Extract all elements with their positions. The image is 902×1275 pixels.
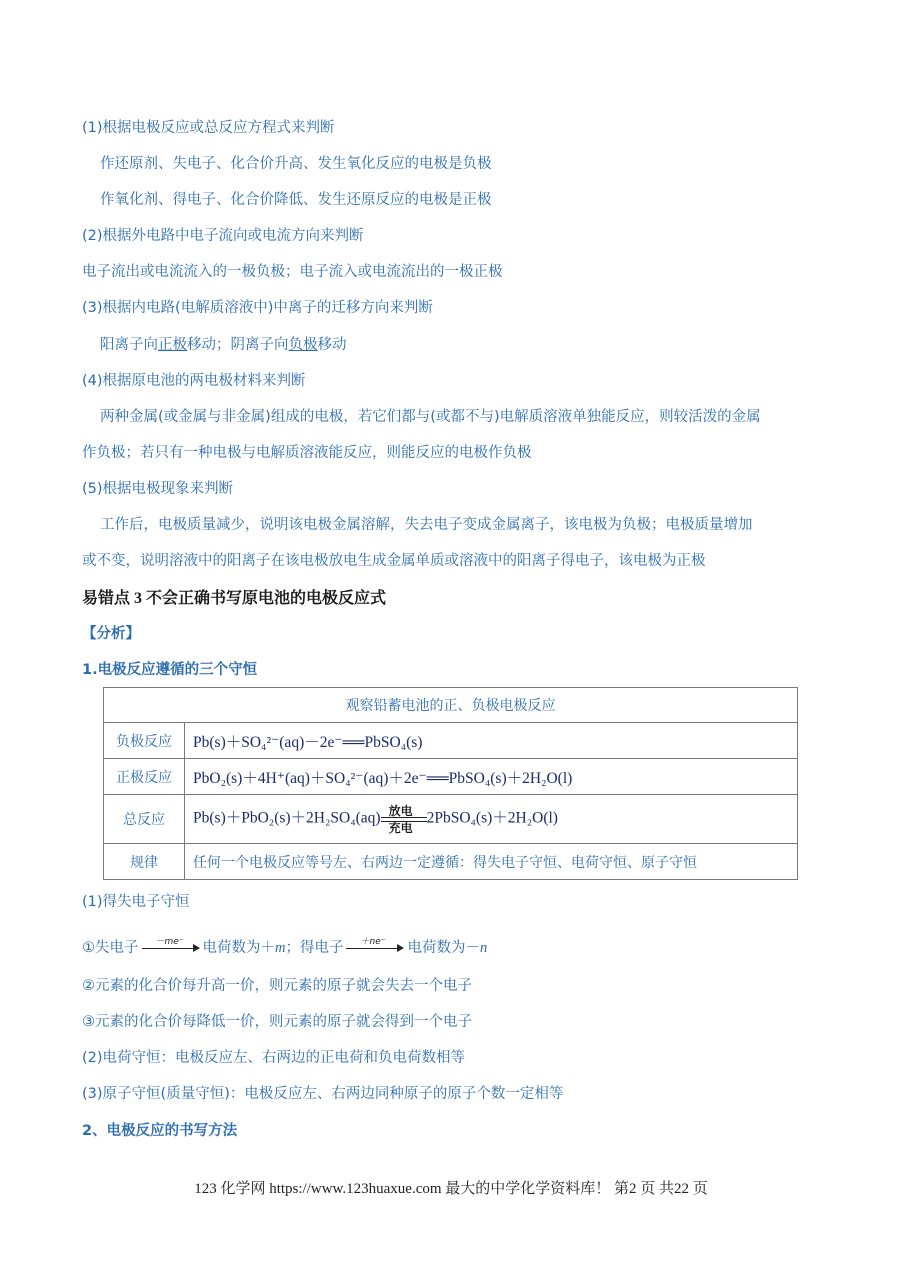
subheading-three-conservations: 1.电极反应遵循的三个守恒 [82,662,258,678]
underlined-term: 负极 [288,337,318,353]
text: 电荷数为－ [407,940,480,956]
paragraph: 或不变，说明溶液中的阳离子在该电极放电生成金属单质或溶液中的阳离子得电子，该电极为正极 [82,553,706,569]
table-header: 观察铅蓄电池的正、负极电极反应 [104,688,798,723]
page-footer: 123 化学网 https://www.123huaxue.com 最大的中学化学资料库！ 第2 页 共22 页 [194,1181,708,1197]
text: 移动；阴离子向 [187,337,289,353]
heading-electron-conservation: (1)得失电子守恒 [82,894,190,910]
text: 阳离子向 [100,337,158,353]
heading-atom-conservation: (3)原子守恒(质量守恒)：电极反应左、右两边同种原子的原子个数一定相等 [82,1086,564,1102]
equation-left: Pb(s)＋PbO₂(s)＋2H₂SO₄(aq) [193,809,381,827]
text: 电荷数为＋ [202,940,275,956]
heading-1: (1)根据电极反应或总反应方程式来判断 [82,120,335,136]
rule-text: 任何一个电极反应等号左、右两边一定遵循：得失电子守恒、电荷守恒、原子守恒 [185,844,798,880]
paragraph: ②元素的化合价每升高一价，则元素的原子就会失去一个电子 [82,978,472,994]
electron-transfer-line [82,938,487,958]
row-label: 负极反应 [104,723,185,759]
arrow-right-icon [142,937,200,955]
overall-reaction-equation [185,795,798,844]
heading-2: (2)根据外电路中电子流向或电流方向来判断 [82,228,364,244]
row-label: 正极反应 [104,759,185,795]
arrow-right-icon [346,937,404,955]
heading-3: (3)根据内电路(电解质溶液中)中离子的迁移方向来判断 [82,300,433,316]
paragraph: 电子流出或电流流入的一极负极；电子流入或电流流出的一极正极 [82,264,503,280]
paragraph: 工作后，电极质量减少，说明该电极金属溶解，失去电子变成金属离子，该电极为负极；电极质量增加 [100,517,753,533]
reversible-arrow-icon [381,802,427,836]
table-row [104,844,798,880]
heading-charge-conservation: (2)电荷守恒：电极反应左、右两边的正电荷和负电荷数相等 [82,1050,466,1066]
analysis-label: 【分析】 [82,626,140,642]
arrow-label: ＋ne⁻ [360,937,386,947]
text: 移动 [317,337,347,353]
arrow-label: －me⁻ [155,937,184,947]
paragraph: ③元素的化合价每降低一价，则元素的原子就会得到一个电子 [82,1014,472,1030]
table-header-row [104,688,798,723]
section-title: 易错点 3 不会正确书写原电池的电极反应式 [82,590,387,607]
positive-electrode-equation: PbO₂(s)＋4H⁺(aq)＋SO₄²⁻(aq)＋2e⁻══PbSO₄(s)＋2H₂O(l) [185,759,798,795]
lead-acid-battery-table [103,687,798,880]
arrow-label-discharge: 放电 [388,804,413,818]
paragraph: 作负极；若只有一种电极与电解质溶液能反应，则能反应的电极作负极 [82,445,532,461]
heading-4: (4)根据原电池的两电极材料来判断 [82,373,306,389]
negative-electrode-equation: Pb(s)＋SO₄²⁻(aq)－2e⁻══PbSO₄(s) [185,723,798,759]
paragraph: 作氧化剂、得电子、化合价降低、发生还原反应的电极是正极 [100,192,492,208]
variable-m: m [275,940,286,956]
arrow-label-charge: 充电 [388,821,413,835]
paragraph-ion-migration [100,335,347,355]
paragraph: 两种金属(或金属与非金属)组成的电极，若它们都与(或都不与)电解质溶液单独能反应，则较活泼的金属 [100,409,761,425]
text: ①失电子 [82,940,139,956]
variable-n: n [479,940,488,956]
row-label: 规律 [104,844,185,880]
equation-right: 2PbSO₄(s)＋2H₂O(l) [426,809,558,827]
table-row [104,723,798,759]
table-row [104,795,798,844]
heading-5: (5)根据电极现象来判断 [82,481,234,497]
subheading-writing-method: 2、电极反应的书写方法 [82,1123,238,1139]
row-label: 总反应 [104,795,185,844]
table-row [104,759,798,795]
underlined-term: 正极 [158,337,187,353]
paragraph: 作还原剂、失电子、化合价升高、发生氧化反应的电极是负极 [100,156,492,172]
text: ；得电子 [285,940,344,956]
